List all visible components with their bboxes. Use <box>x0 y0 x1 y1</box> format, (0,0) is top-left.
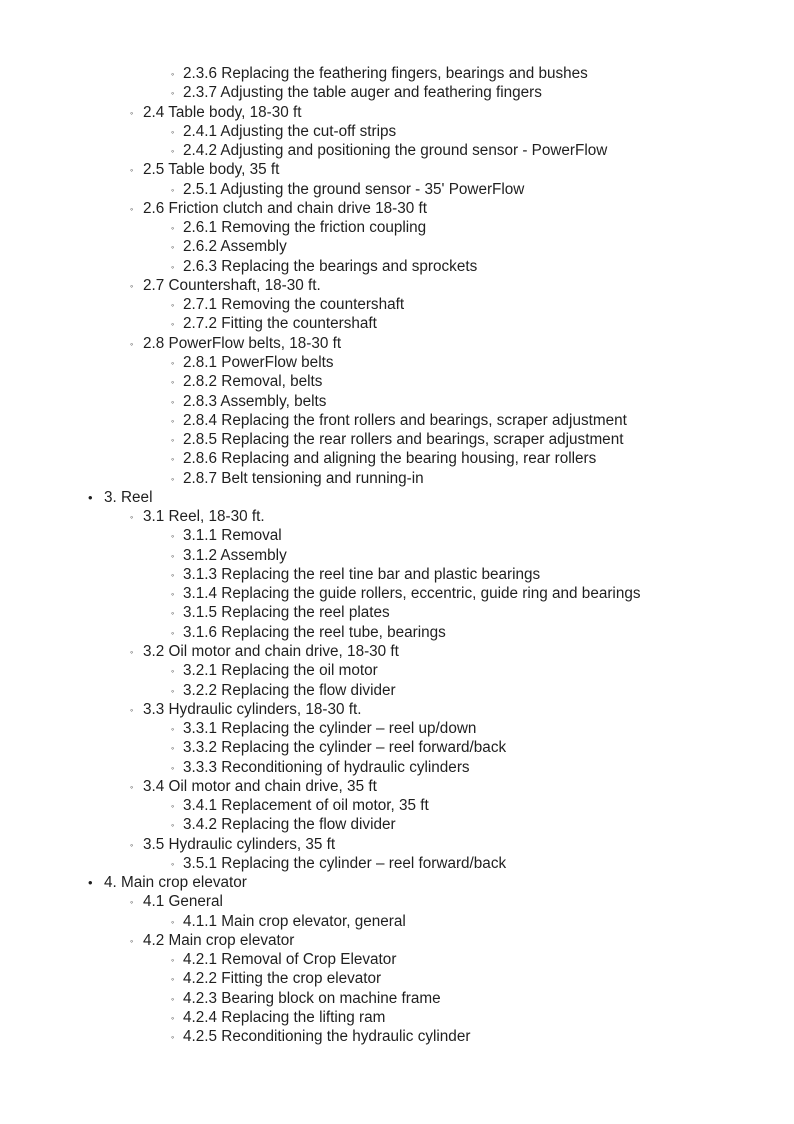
bullet-circle-icon: ◦ <box>171 569 175 580</box>
list-item-text: 2.8.3 Assembly, belts <box>183 392 327 410</box>
list-item-text: 2.8.1 PowerFlow belts <box>183 353 334 371</box>
list-item-text: 3.2.1 Replacing the oil motor <box>183 662 378 680</box>
list-item-text: 2.4 Table body, 18-30 ft <box>143 103 302 121</box>
bullet-circle-icon: ◦ <box>171 724 175 735</box>
bullet-circle-icon: ◦ <box>171 608 175 619</box>
subsection-item <box>0 122 794 141</box>
bullet-circle-icon: ◦ <box>171 820 175 831</box>
section-item <box>0 700 794 719</box>
subsection-item <box>0 430 794 449</box>
section-item <box>0 892 794 911</box>
bullet-circle-icon: ◦ <box>130 704 134 715</box>
bullet-circle-icon: ◦ <box>171 69 175 79</box>
bullet-circle-icon: ◦ <box>171 184 175 195</box>
list-item-text: 3.4.1 Replacement of oil motor, 35 ft <box>183 797 429 815</box>
section-item <box>0 334 794 353</box>
subsection-item <box>0 854 794 873</box>
list-item-text: 3.3 Hydraulic cylinders, 18-30 ft. <box>143 700 362 718</box>
list-item-text: 4.2.2 Fitting the crop elevator <box>183 970 382 988</box>
subsection-item <box>0 738 794 757</box>
section-item <box>0 103 794 122</box>
subsection-item <box>0 623 794 642</box>
bullet-circle-icon: ◦ <box>171 974 175 985</box>
bullet-circle-icon: ◦ <box>171 993 175 1004</box>
list-item-text: 3.1.6 Replacing the reel tube, bearings <box>183 623 446 641</box>
bullet-circle-icon: ◦ <box>130 165 134 176</box>
section-item <box>0 276 794 295</box>
list-item-text: 2.5.1 Adjusting the ground sensor - 35' PowerFlow <box>183 180 525 198</box>
subsection-item <box>0 295 794 314</box>
list-item-text: 4.2 Main crop elevator <box>143 931 295 949</box>
list-item-text: 3.2.2 Replacing the flow divider <box>183 681 396 699</box>
subsection-item <box>0 411 794 430</box>
subsection-item <box>0 449 794 468</box>
bullet-circle-icon: ◦ <box>171 415 175 426</box>
bullet-circle-icon: ◦ <box>171 146 175 157</box>
subsection-item <box>0 565 794 584</box>
list-item-text: 3.3.3 Reconditioning of hydraulic cylinders <box>183 758 470 776</box>
bullet-circle-icon: ◦ <box>171 627 175 638</box>
bullet-circle-icon: ◦ <box>171 357 175 368</box>
subsection-item <box>0 1027 794 1046</box>
bullet-dot-icon: • <box>88 489 93 505</box>
bullet-circle-icon: ◦ <box>130 512 134 523</box>
bullet-circle-icon: ◦ <box>171 531 175 542</box>
list-item-text: 2.8.5 Replacing the rear rollers and bearings, scraper adjustment <box>183 431 624 449</box>
subsection-item <box>0 314 794 333</box>
bullet-circle-icon: ◦ <box>130 107 134 118</box>
list-item-text: 3.5.1 Replacing the cylinder – reel forward/back <box>183 854 507 872</box>
subsection-item <box>0 64 794 83</box>
subsection-item <box>0 796 794 815</box>
subsection-item <box>0 372 794 391</box>
list-item-text: 3.1.4 Replacing the guide rollers, eccentric, guide ring and bearings <box>183 585 641 603</box>
bullet-dot-icon: • <box>88 875 93 891</box>
bullet-circle-icon: ◦ <box>130 781 134 792</box>
bullet-circle-icon: ◦ <box>171 377 175 388</box>
bullet-circle-icon: ◦ <box>130 935 134 946</box>
list-item-text: 2.7.1 Removing the countershaft <box>183 296 405 314</box>
bullet-circle-icon: ◦ <box>171 666 175 677</box>
list-item-text: 4. Main crop elevator <box>104 874 247 892</box>
table-of-contents-list <box>0 64 794 1047</box>
subsection-item <box>0 815 794 834</box>
subsection-item <box>0 257 794 276</box>
bullet-circle-icon: ◦ <box>171 1032 175 1043</box>
subsection-item <box>0 180 794 199</box>
list-item-text: 2.6 Friction clutch and chain drive 18-30 ft <box>143 199 427 217</box>
bullet-circle-icon: ◦ <box>130 646 134 657</box>
list-item-text: 2.8.4 Replacing the front rollers and bearings, scraper adjustment <box>183 411 627 429</box>
list-item-text: 2.8.2 Removal, belts <box>183 373 323 391</box>
bullet-circle-icon: ◦ <box>171 223 175 234</box>
subsection-item <box>0 546 794 565</box>
list-item-text: 3.1.5 Replacing the reel plates <box>183 604 390 622</box>
bullet-circle-icon: ◦ <box>130 280 134 291</box>
subsection-item <box>0 237 794 256</box>
subsection-item <box>0 141 794 160</box>
subsection-item <box>0 719 794 738</box>
list-item-text: 2.8 PowerFlow belts, 18-30 ft <box>143 334 342 352</box>
list-item-text: 3.1.1 Removal <box>183 527 282 545</box>
bullet-circle-icon: ◦ <box>171 955 175 966</box>
section-item <box>0 835 794 854</box>
subsection-item <box>0 392 794 411</box>
list-item-text: 2.6.1 Removing the friction coupling <box>183 219 427 237</box>
list-item-text: 3. Reel <box>104 488 153 506</box>
section-item <box>0 931 794 950</box>
bullet-circle-icon: ◦ <box>171 319 175 330</box>
list-item-text: 3.3.1 Replacing the cylinder – reel up/down <box>183 720 477 738</box>
subsection-item <box>0 950 794 969</box>
bullet-circle-icon: ◦ <box>171 589 175 600</box>
list-item-text: 3.5 Hydraulic cylinders, 35 ft <box>143 835 336 853</box>
list-item-text: 2.3.7 Adjusting the table auger and feathering fingers <box>183 84 542 102</box>
list-item-text: 3.1 Reel, 18-30 ft. <box>143 508 265 526</box>
bullet-circle-icon: ◦ <box>171 242 175 253</box>
chapter-item <box>0 488 794 507</box>
list-item-text: 2.5 Table body, 35 ft <box>143 161 280 179</box>
list-item-text: 3.1.2 Assembly <box>183 546 287 564</box>
list-item-text: 2.6.3 Replacing the bearings and sprockets <box>183 257 478 275</box>
subsection-item <box>0 218 794 237</box>
bullet-circle-icon: ◦ <box>171 858 175 869</box>
list-item-text: 4.2.4 Replacing the lifting ram <box>183 1009 386 1027</box>
bullet-circle-icon: ◦ <box>171 300 175 311</box>
list-item-text: 3.3.2 Replacing the cylinder – reel forward/back <box>183 739 507 757</box>
list-item-text: 3.2 Oil motor and chain drive, 18-30 ft <box>143 642 399 660</box>
bullet-circle-icon: ◦ <box>171 743 175 754</box>
list-item-text: 2.6.2 Assembly <box>183 238 287 256</box>
bullet-circle-icon: ◦ <box>171 550 175 561</box>
bullet-circle-icon: ◦ <box>171 454 175 465</box>
subsection-item <box>0 353 794 372</box>
bullet-circle-icon: ◦ <box>171 916 175 927</box>
bullet-circle-icon: ◦ <box>130 839 134 850</box>
list-item-text: 3.4.2 Replacing the flow divider <box>183 816 396 834</box>
bullet-circle-icon: ◦ <box>130 897 134 908</box>
section-item <box>0 507 794 526</box>
list-item-text: 2.4.1 Adjusting the cut-off strips <box>183 122 397 140</box>
subsection-item <box>0 469 794 488</box>
bullet-circle-icon: ◦ <box>171 88 175 99</box>
list-item-text: 4.2.1 Removal of Crop Elevator <box>183 951 397 969</box>
list-item-text: 4.2.3 Bearing block on machine frame <box>183 989 441 1007</box>
bullet-circle-icon: ◦ <box>171 801 175 812</box>
bullet-circle-icon: ◦ <box>171 261 175 272</box>
bullet-circle-icon: ◦ <box>130 338 134 349</box>
section-item <box>0 642 794 661</box>
section-item <box>0 160 794 179</box>
list-item-text: 4.2.5 Reconditioning the hydraulic cylinder <box>183 1028 471 1046</box>
list-item-text: 3.1.3 Replacing the reel tine bar and plastic bearings <box>183 565 541 583</box>
subsection-item <box>0 603 794 622</box>
bullet-circle-icon: ◦ <box>171 762 175 773</box>
list-item-text: 2.3.6 Replacing the feathering fingers, bearings and bushes <box>183 65 588 82</box>
chapter-item <box>0 873 794 892</box>
section-item <box>0 199 794 218</box>
subsection-item <box>0 912 794 931</box>
list-item-text: 2.4.2 Adjusting and positioning the ground sensor - PowerFlow <box>183 142 608 160</box>
section-item <box>0 777 794 796</box>
subsection-item <box>0 969 794 988</box>
list-item-text: 2.7 Countershaft, 18-30 ft. <box>143 276 321 294</box>
subsection-item <box>0 83 794 102</box>
subsection-item <box>0 661 794 680</box>
bullet-circle-icon: ◦ <box>171 435 175 446</box>
list-item-text: 2.7.2 Fitting the countershaft <box>183 315 377 333</box>
subsection-item <box>0 681 794 700</box>
list-item-text: 2.8.7 Belt tensioning and running-in <box>183 469 424 487</box>
subsection-item <box>0 584 794 603</box>
bullet-circle-icon: ◦ <box>171 685 175 696</box>
subsection-item <box>0 989 794 1008</box>
list-item-text: 3.4 Oil motor and chain drive, 35 ft <box>143 777 377 795</box>
subsection-item <box>0 526 794 545</box>
bullet-circle-icon: ◦ <box>171 1013 175 1024</box>
bullet-circle-icon: ◦ <box>171 473 175 484</box>
list-item-text: 2.8.6 Replacing and aligning the bearing housing, rear rollers <box>183 450 597 468</box>
bullet-circle-icon: ◦ <box>171 126 175 137</box>
subsection-item <box>0 1008 794 1027</box>
subsection-item <box>0 758 794 777</box>
bullet-circle-icon: ◦ <box>130 203 134 214</box>
bullet-circle-icon: ◦ <box>171 396 175 407</box>
list-item-text: 4.1 General <box>143 893 223 911</box>
list-item-text: 4.1.1 Main crop elevator, general <box>183 912 406 930</box>
